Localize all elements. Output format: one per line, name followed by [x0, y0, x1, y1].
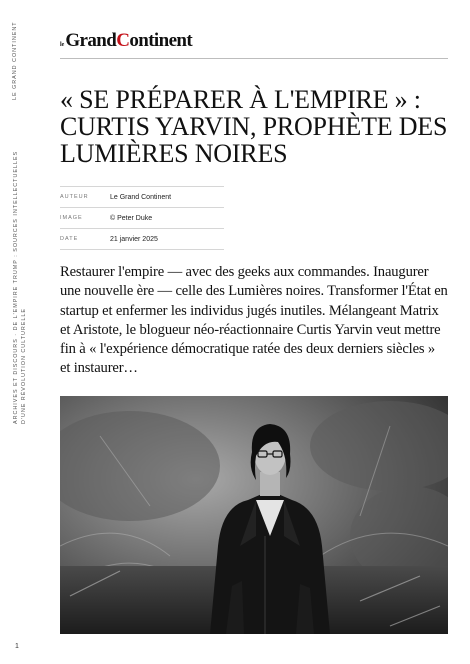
page-number: 1	[15, 643, 19, 650]
meta-label: DATE	[60, 236, 79, 242]
vertical-section-label	[12, 151, 28, 424]
article-lede: Restaurer l'empire — avec des geeks aux commandes. Inaugurer une nouvelle ère — celle des Lumières noires. Transformer l'État en startup et enfermer les individus jugés inutiles. Mélangeant Matrix et Aristote, le blogueur néo-réactionnaire Curtis Yarvin veut mettre fin à « l'expérience démocratique ratée des deux derniers siècles » et instaurer…	[60, 264, 448, 377]
section-line-1: ARCHIVES ET DISCOURS · DE L'EMPIRE TRUMP : SOURCES INTELLECTUELLES	[13, 150, 19, 424]
brand-name-accent: C	[116, 30, 130, 51]
article-photo	[60, 396, 448, 634]
brand-logo	[60, 30, 192, 52]
article-title: « SE PRÉPARER À L'EMPIRE » : CURTIS YARVIN, PROPHÈTE DES LUMIÈRES NOIRES	[60, 85, 448, 168]
brand-prefix: le	[60, 42, 65, 48]
vertical-brand-label: LE GRAND CONTINENT	[12, 21, 18, 100]
meta-label: IMAGE	[60, 215, 83, 221]
brand-name-main: Grand	[65, 30, 117, 51]
portrait-photo-illustration	[60, 396, 448, 634]
meta-value: © Peter Duke	[110, 214, 153, 222]
meta-label: AUTEUR	[60, 194, 89, 200]
header-rule	[60, 58, 448, 59]
meta-row-author	[60, 186, 224, 207]
meta-value: 21 janvier 2025	[110, 235, 158, 243]
brand-name	[65, 30, 192, 52]
section-line-2: D'UNE RÉVOLUTION CULTURELLE	[21, 308, 27, 424]
brand-name-rest: ontinent	[129, 30, 193, 51]
meta-value: Le Grand Continent	[110, 193, 172, 201]
article-meta	[60, 186, 224, 250]
meta-row-date	[60, 228, 224, 250]
meta-row-image	[60, 207, 224, 228]
